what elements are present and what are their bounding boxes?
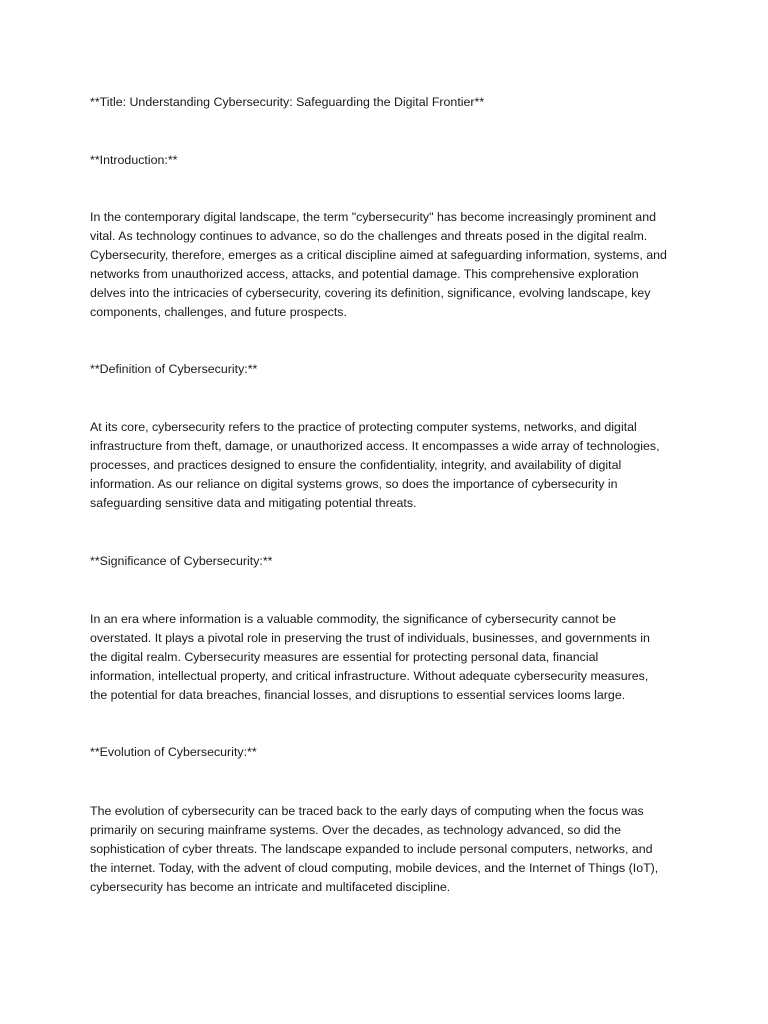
paragraph-line: infrastructure from theft, damage, or unauthorized access. It encompasses a wide array of technologies, — [90, 439, 660, 453]
paragraph-line: processes, and practices designed to ensure the confidentiality, integrity, and availability of digital — [90, 458, 622, 472]
paragraph-line: sophistication of cyber threats. The landscape expanded to include personal computers, networks, and — [90, 842, 653, 856]
paragraph-line: information, intellectual property, and critical infrastructure. Without adequate cybersecurity measures, — [90, 669, 649, 683]
paragraph-line: cybersecurity has become an intricate and multifaceted discipline. — [90, 880, 451, 894]
section-heading-definition: **Definition of Cybersecurity:** — [90, 362, 258, 376]
section-body-evolution — [90, 802, 690, 897]
paragraph-line: the digital realm. Cybersecurity measures are essential for protecting personal data, financial — [90, 650, 599, 664]
paragraph-line: the potential for data breaches, financial losses, and disruptions to essential services looms large. — [90, 688, 626, 702]
paragraph-line: primarily on securing mainframe systems. Over the decades, as technology advanced, so did the — [90, 823, 621, 837]
section-heading-evolution: **Evolution of Cybersecurity:** — [90, 745, 257, 759]
document-title: **Title: Understanding Cybersecurity: Safeguarding the Digital Frontier** — [90, 95, 485, 109]
paragraph-line: Cybersecurity, therefore, emerges as a critical discipline aimed at safeguarding information, systems, and — [90, 248, 667, 262]
paragraph-line: information. As our reliance on digital systems grows, so does the importance of cybersecurity in — [90, 477, 618, 491]
paragraph-line: In the contemporary digital landscape, the term "cybersecurity" has become increasingly prominent and — [90, 210, 656, 224]
section-body-definition — [90, 418, 690, 513]
section-heading-significance: **Significance of Cybersecurity:** — [90, 554, 273, 568]
paragraph-line: overstated. It plays a pivotal role in preserving the trust of individuals, businesses, and governments in — [90, 631, 650, 645]
paragraph-line: The evolution of cybersecurity can be traced back to the early days of computing when the focus was — [90, 804, 644, 818]
paragraph-line: safeguarding sensitive data and mitigating potential threats. — [90, 496, 417, 510]
section-heading-introduction: **Introduction:** — [90, 153, 178, 167]
paragraph-line: components, challenges, and future prospects. — [90, 305, 347, 319]
section-body-significance — [90, 610, 690, 705]
paragraph-line: In an era where information is a valuable commodity, the significance of cybersecurity cannot be — [90, 612, 616, 626]
paragraph-line: At its core, cybersecurity refers to the practice of protecting computer systems, networks, and digital — [90, 420, 637, 434]
paragraph-line: vital. As technology continues to advance, so do the challenges and threats posed in the digital realm. — [90, 229, 648, 243]
section-body-introduction — [90, 208, 690, 322]
paragraph-line: the internet. Today, with the advent of cloud computing, mobile devices, and the Internet of Things (IoT), — [90, 861, 659, 875]
paragraph-line: delves into the intricacies of cybersecurity, covering its definition, significance, evolving landscape, key — [90, 286, 651, 300]
paragraph-line: networks from unauthorized access, attacks, and potential damage. This comprehensive exploration — [90, 267, 639, 281]
